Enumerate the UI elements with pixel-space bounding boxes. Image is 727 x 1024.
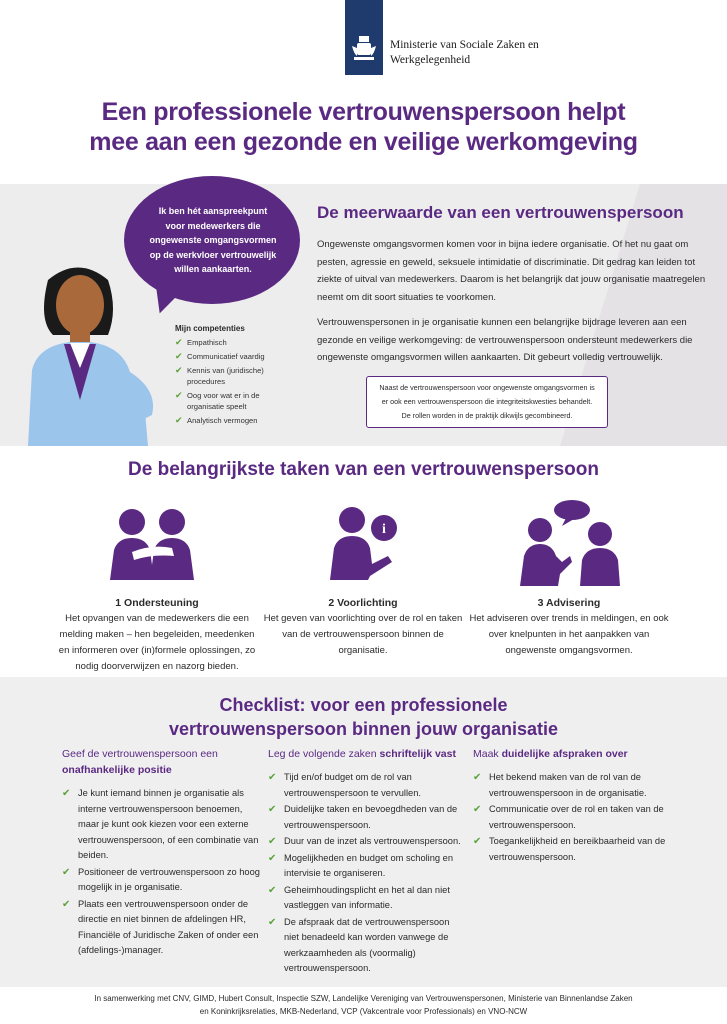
check-icon: ✔ xyxy=(268,852,277,864)
list-item-text: Mogelijkheden en budget om scholing en intervisie te organiseren. xyxy=(284,852,454,878)
checklist-title xyxy=(0,693,727,741)
check-icon: ✔ xyxy=(62,898,71,910)
page-title-line-2: mee aan een gezonde en veilige werkomgeving xyxy=(89,128,638,156)
list-item-text: De afspraak dat de vertrouwenspersoon niet benadeeld kan worden vanwege de werkzaamheden als (voormalig) vertrouwenspersoon. xyxy=(284,916,450,973)
list-item xyxy=(473,802,671,833)
heading-emphasis: schriftelijk vast xyxy=(379,748,456,760)
check-icon: ✔ xyxy=(175,337,183,347)
list-item xyxy=(268,883,464,914)
svg-text:i: i xyxy=(382,522,386,537)
list-item-text: Je kunt iemand binnen je organisatie als interne vertrouwenspersoon benoemen, maar je kunt ook kiezen voor een externe vertrouwenspersoon, of een combinatie van beiden. xyxy=(78,788,259,860)
list-item-text: Geheimhoudingsplicht en het al dan niet vastleggen van informatie. xyxy=(284,884,450,910)
government-logo xyxy=(345,0,383,75)
heading-text: Maak xyxy=(473,748,502,760)
checklist-title-line-1: Checklist: voor een professionele xyxy=(219,695,508,715)
list-item xyxy=(62,865,260,896)
page-title xyxy=(0,97,727,157)
task-ondersteuning xyxy=(57,500,257,675)
footer-line-2: en Koninkrijksrelaties, MKB-Nederland, VCP (Vakcentrale voor Professionals) en VNO-NCW xyxy=(199,1007,528,1016)
column-heading xyxy=(473,746,671,762)
list-item xyxy=(175,365,295,387)
task-description: Het adviseren over trends in meldingen, en ook over knelpunten in het aanpakken van ongewenste omgangsvormen. xyxy=(469,613,669,656)
bubble-line: ongewenste omgangsvormen xyxy=(149,235,277,245)
check-icon: ✔ xyxy=(473,836,482,847)
list-item xyxy=(175,337,295,348)
competency-label: Analytisch vermogen xyxy=(187,416,258,425)
list-item xyxy=(268,770,464,801)
checklist-list xyxy=(62,786,260,959)
meerwaarde-paragraph-2: Vertrouwenspersonen in je organisatie kunnen een belangrijke bijdrage leveren aan een gezonde en veilige werkomgeving: de vertrouwenspersoon ondersteunt medewerkers die ongewenste omgangsvormen willen aankaarten. Dit gebeurt volledig vertrouwelijk. xyxy=(317,317,693,363)
check-icon: ✔ xyxy=(175,351,183,361)
list-item xyxy=(62,897,260,959)
task-voorlichting xyxy=(263,500,463,659)
footer-credits xyxy=(0,992,727,1018)
information-icon xyxy=(308,500,418,588)
check-icon: ✔ xyxy=(62,788,71,799)
ministry-line-2: Werkgelegenheid xyxy=(390,54,471,66)
heading-emphasis: onafhankelijke positie xyxy=(62,764,172,776)
ministry-name xyxy=(390,38,539,68)
check-icon: ✔ xyxy=(175,415,183,425)
advice-icon xyxy=(514,500,624,588)
list-item-text: Communicatie over de rol en taken van de vertrouwenspersoon. xyxy=(489,804,664,830)
competencies-list xyxy=(175,337,295,426)
checklist-list xyxy=(473,770,671,865)
list-item-text: Het bekend maken van de rol van de vertrouwenspersoon in de organisatie. xyxy=(489,772,647,798)
note-line: De rollen worden in de praktijk dikwijls gecombineerd. xyxy=(401,411,573,420)
list-item-text: Plaats een vertrouwenspersoon onder de directie en niet binnen de afdelingen HR, Financiële of Juridische Zaken of onder een (afdelings-)manager. xyxy=(78,898,259,955)
page-title-line-1: Een professionele vertrouwenspersoon helpt xyxy=(101,98,626,126)
task-heading: 2 Voorlichting xyxy=(328,597,398,609)
check-icon: ✔ xyxy=(473,772,482,783)
check-icon: ✔ xyxy=(268,804,277,815)
support-icon xyxy=(102,500,212,588)
list-item xyxy=(473,770,671,801)
tasks-title: De belangrijkste taken van een vertrouwenspersoon xyxy=(128,459,599,480)
competency-label: Communicatief vaardig xyxy=(187,352,265,361)
bubble-line: voor medewerkers die xyxy=(165,220,261,231)
list-item xyxy=(175,390,295,412)
list-item xyxy=(268,851,464,882)
task-heading: 3 Advisering xyxy=(537,597,601,609)
list-item xyxy=(175,351,295,362)
competency-label: Oog voor wat er in de organisatie speelt xyxy=(187,391,260,411)
meerwaarde-paragraph-1: Ongewenste omgangsvormen komen voor in bijna iedere organisatie. Of het nu gaat om pesten, agressie en geweld, seksuele intimidatie of discriminatie. Dit gedrag kan leiden tot ziekte of uitval van medewerkers. Daarom is het belangrijk dat jouw organisatie maatregelen neemt om dit soort situaties te voorkomen. xyxy=(317,239,706,303)
list-item-text: Positioneer de vertrouwenspersoon zo hoog mogelijk in je organisatie. xyxy=(78,866,260,892)
check-icon: ✔ xyxy=(268,916,277,928)
check-icon: ✔ xyxy=(62,866,71,878)
bubble-line: Ik ben hét aanspreekpunt xyxy=(158,206,268,216)
column-heading xyxy=(62,746,260,778)
checklist-title-line-2: vertrouwenspersoon binnen jouw organisatie xyxy=(168,719,559,739)
meerwaarde-title: De meerwaarde van een vertrouwenspersoon xyxy=(317,203,684,222)
ministry-line-1: Ministerie van Sociale Zaken en xyxy=(390,39,539,51)
footer-line-1: In samenwerking met CNV, GIMD, Hubert Consult, Inspectie SZW, Landelijke Vereniging van Vertrouwenspersonen, Ministerie van Binnenlandse Zaken xyxy=(94,994,633,1003)
check-icon: ✔ xyxy=(175,390,183,400)
checklist-column-1 xyxy=(62,746,260,960)
heading-text: Leg de volgende zaken xyxy=(268,748,380,760)
list-item-text: Duidelijke taken en bevoegdheden van de vertrouwenspersoon. xyxy=(284,804,458,830)
note-box xyxy=(366,376,608,428)
bubble-line: willen aankaarten. xyxy=(174,264,252,274)
checklist-column-2 xyxy=(268,746,464,978)
check-icon: ✔ xyxy=(268,836,277,847)
task-heading: 1 Ondersteuning xyxy=(115,597,199,609)
task-description: Het geven van voorlichting over de rol en taken van de vertrouwenspersoon binnen de organisatie. xyxy=(263,613,463,656)
list-item-text: Duur van de inzet als vertrouwenspersoon. xyxy=(284,836,461,846)
task-description: Het opvangen van de medewerkers die een melding maken – hen begeleiden, meedenken en informeren over (in)formele oplossingen, zo nodig doorverwijzen en nazorg bieden. xyxy=(58,613,256,672)
check-icon: ✔ xyxy=(175,365,183,375)
check-icon: ✔ xyxy=(268,772,277,783)
column-heading xyxy=(268,746,464,762)
check-icon: ✔ xyxy=(268,884,277,896)
checklist-list xyxy=(268,770,464,977)
list-item xyxy=(268,915,464,977)
heading-text: Geef de vertrouwenspersoon een xyxy=(62,748,218,760)
list-item xyxy=(175,415,295,426)
coat-of-arms-icon xyxy=(350,34,378,64)
check-icon: ✔ xyxy=(473,804,482,815)
competencies xyxy=(175,324,295,429)
note-line: Naast de vertrouwenspersoon voor ongewenste omgangsvormen is xyxy=(379,383,595,392)
bubble-line: op de werkvloer vertrouwelijk xyxy=(149,249,277,260)
speech-bubble-text xyxy=(138,204,288,277)
competency-label: Empathisch xyxy=(187,338,227,347)
list-item-text: Toegankelijkheid en bereikbaarheid van de vertrouwenspersoon. xyxy=(489,836,666,862)
task-advisering xyxy=(469,500,669,659)
list-item xyxy=(268,834,464,850)
competencies-title: Mijn competenties xyxy=(175,324,245,333)
list-item xyxy=(268,802,464,833)
checklist-column-3 xyxy=(473,746,671,866)
list-item xyxy=(62,786,260,864)
heading-emphasis: duidelijke afspraken over xyxy=(501,748,628,760)
list-item-text: Tijd en/of budget om de rol van vertrouwenspersoon te vervullen. xyxy=(284,772,421,798)
list-item xyxy=(473,834,671,865)
competency-label: Kennis van (juridische) procedures xyxy=(187,366,264,386)
note-line: er ook een vertrouwenspersoon die integriteitskwesties behandelt. xyxy=(381,397,593,406)
